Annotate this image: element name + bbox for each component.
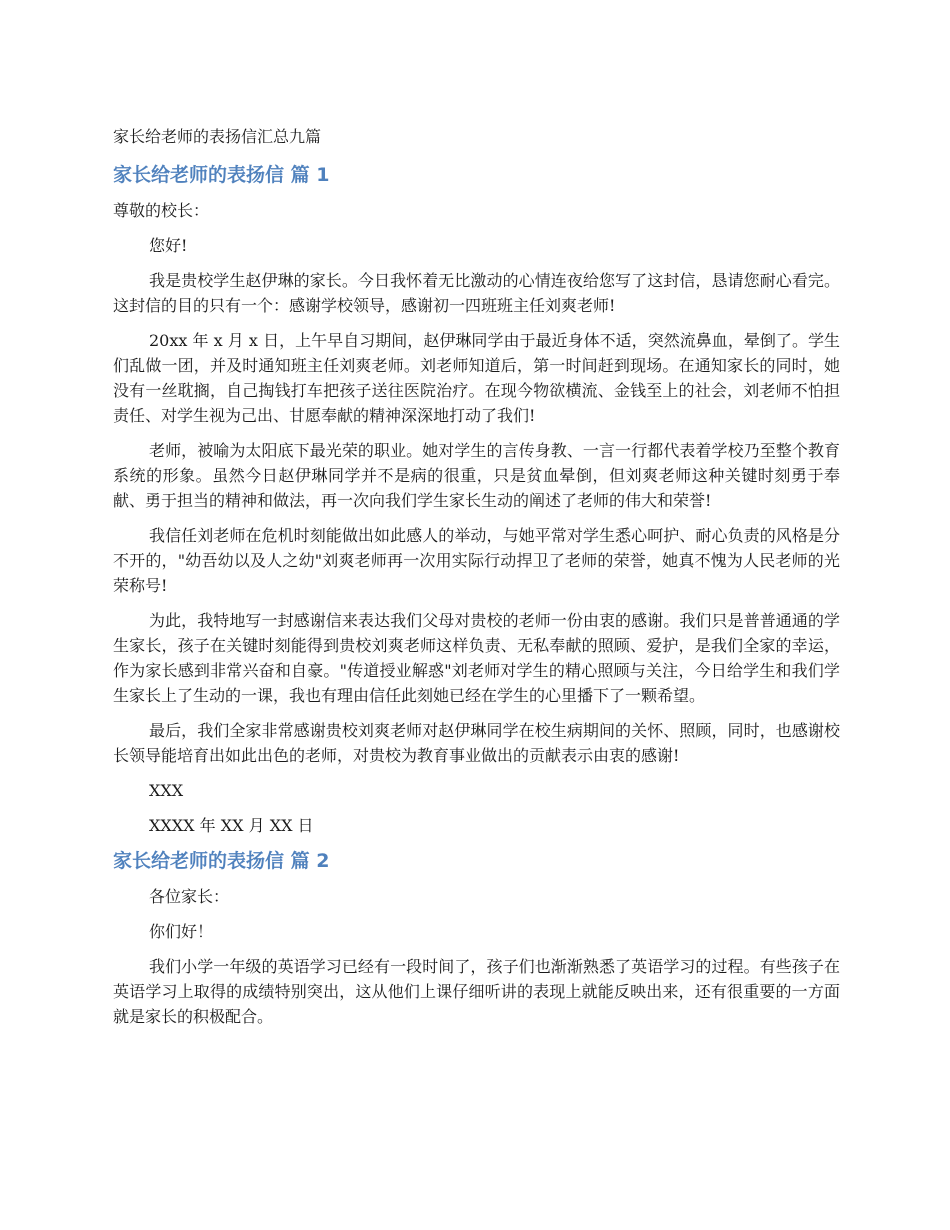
section-1-paragraph: 我是贵校学生赵伊琳的家长。今日我怀着无比激动的心情连夜给您写了这封信，恳请您耐心看完。这封信的目的只有一个：感谢学校领导，感谢初一四班班主任刘爽老师! (113, 271, 840, 315)
section-1-paragraph: 最后，我们全家非常感谢贵校刘爽老师对赵伊琳同学在校生病期间的关怀、照顾，同时，也感谢校长领导能培育出如此出色的老师，对贵校为教育事业做出的贡献表示由衷的感谢! (113, 721, 840, 765)
section-2-heading: 家长给老师的表扬信 篇 2 (113, 850, 330, 872)
section-1-paragraph: 老师，被喻为太阳底下最光荣的职业。她对学生的言传身教、一言一行都代表着学校乃至整个教育系统的形象。虽然今日赵伊琳同学并不是病的很重，只是贫血晕倒，但刘爽老师这种关键时刻勇于奉献、勇于担当的精神和做法，再一次向我们学生家长生动的阐述了老师的伟大和荣誉! (113, 441, 840, 510)
section-1-signature: XXX (149, 781, 184, 800)
document-page (113, 124, 840, 1039)
section-1-paragraph: 20xx 年 x 月 x 日，上午早自习期间，赵伊琳同学由于最近身体不适，突然流鼻血，晕倒了。学生们乱做一团，并及时通知班主任刘爽老师。刘老师知道后，第一时间赶到现场。在通知家长的同时，她没有一丝耽搁，自己掏钱打车把孩子送往医院治疗。在现今物欲横流、金钱至上的社会，刘老师不怕担责任、对学生视为己出、甘愿奉献的精神深深地打动了我们! (113, 331, 840, 425)
section-2-salutation: 各位家长： (149, 887, 230, 906)
section-1-heading: 家长给老师的表扬信 篇 1 (113, 164, 330, 186)
section-1-greeting: 您好! (149, 236, 188, 255)
section-1-paragraph: 我信任刘老师在危机时刻能做出如此感人的举动，与她平常对学生悉心呵护、耐心负责的风格是分不开的，"幼吾幼以及人之幼"刘爽老师再一次用实际行动捍卫了老师的荣誉，她真不愧为人民老师的光荣称号! (113, 526, 840, 595)
section-1-date: XXXX 年 XX 月 XX 日 (149, 816, 314, 835)
section-1-salutation: 尊敬的校长： (113, 201, 210, 220)
section-1-paragraph: 为此，我特地写一封感谢信来表达我们父母对贵校的老师一份由衷的感谢。我们只是普普通通的学生家长，孩子在关键时刻能得到贵校刘爽老师这样负责、无私奉献的照顾、爱护，是我们全家的幸运，作为家长感到非常兴奋和自豪。"传道授业解惑"刘老师对学生的精心照顾与关注，今日给学生和我们学生家长上了生动的一课，我也有理由信任此刻她已经在学生的心里播下了一颗希望。 (113, 611, 840, 705)
document-title: 家长给老师的表扬信汇总九篇 (113, 127, 322, 146)
section-2-greeting: 你们好！ (149, 922, 214, 941)
section-2-paragraph: 我们小学一年级的英语学习已经有一段时间了，孩子们也渐渐熟悉了英语学习的过程。有些孩子在英语学习上取得的成绩特别突出，这从他们上课仔细听讲的表现上就能反映出来，还有很重要的一方面就是家长的积极配合。 (113, 957, 840, 1026)
